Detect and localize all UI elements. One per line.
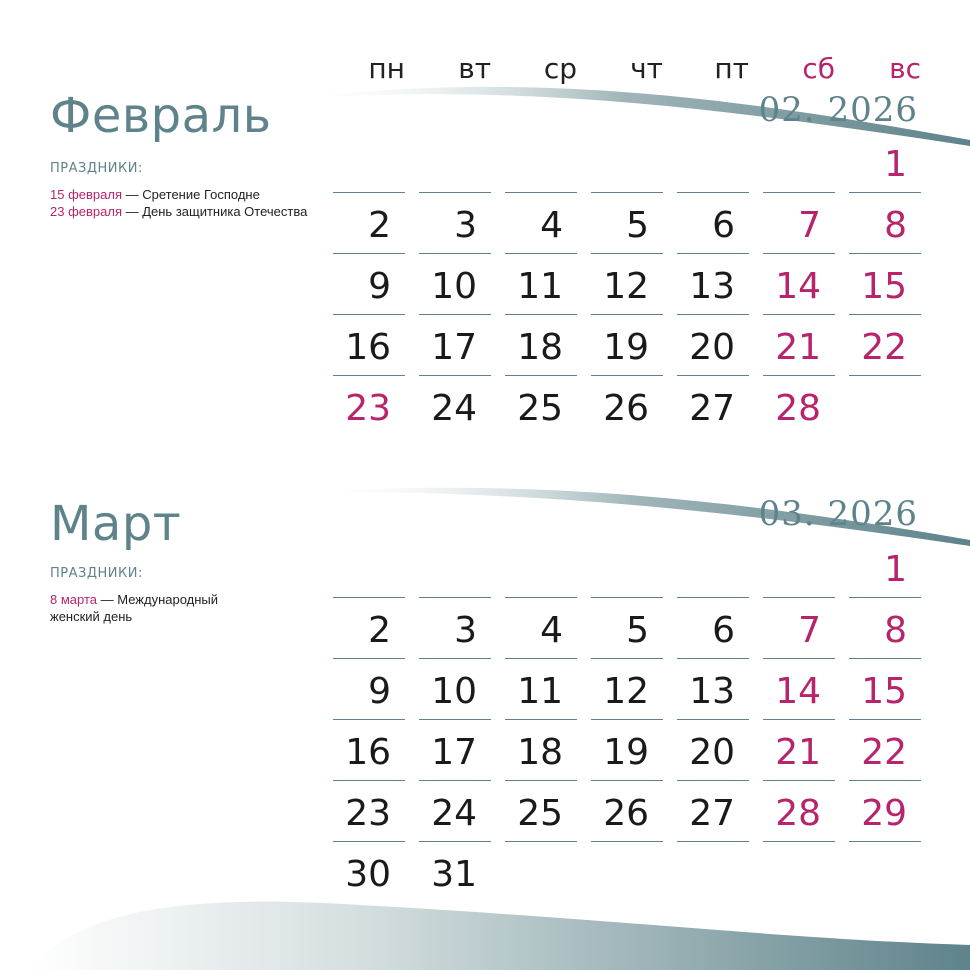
day-cell bbox=[677, 377, 749, 437]
day-number: 30 bbox=[345, 854, 391, 895]
day-cell bbox=[505, 599, 577, 659]
day-number: 31 bbox=[431, 854, 477, 895]
day-underline bbox=[333, 658, 405, 659]
day-cell bbox=[505, 660, 577, 720]
day-cell bbox=[677, 782, 749, 842]
day-number: 2 bbox=[368, 205, 391, 246]
day-cell bbox=[419, 782, 491, 842]
day-underline bbox=[763, 192, 835, 193]
day-underline bbox=[849, 719, 921, 720]
day-underline bbox=[677, 658, 749, 659]
day-cell bbox=[419, 721, 491, 781]
day-cell bbox=[419, 599, 491, 659]
day-number: 12 bbox=[603, 671, 649, 712]
day-number: 9 bbox=[368, 266, 391, 307]
day-underline bbox=[505, 253, 577, 254]
empty-day-cell bbox=[677, 538, 749, 598]
empty-day-cell bbox=[591, 843, 663, 903]
day-number: 29 bbox=[861, 793, 907, 834]
day-number: 21 bbox=[775, 327, 821, 368]
day-underline bbox=[505, 314, 577, 315]
day-underline bbox=[849, 375, 921, 376]
day-underline bbox=[505, 780, 577, 781]
day-underline bbox=[419, 841, 491, 842]
bottom-wave bbox=[30, 902, 970, 970]
day-underline bbox=[419, 658, 491, 659]
day-cell bbox=[591, 599, 663, 659]
day-underline bbox=[763, 253, 835, 254]
day-cell bbox=[849, 782, 921, 842]
day-cell bbox=[763, 377, 835, 437]
day-number: 25 bbox=[517, 388, 563, 429]
day-underline bbox=[849, 841, 921, 842]
day-number: 27 bbox=[689, 388, 735, 429]
day-underline bbox=[677, 253, 749, 254]
day-cell bbox=[419, 843, 491, 903]
day-cell bbox=[591, 316, 663, 376]
day-cell bbox=[333, 255, 405, 315]
day-underline bbox=[591, 841, 663, 842]
month-code-february: 02. 2026 bbox=[758, 90, 918, 130]
holidays-list-february bbox=[50, 186, 310, 220]
day-number: 16 bbox=[345, 327, 391, 368]
day-number: 11 bbox=[517, 266, 563, 307]
day-underline bbox=[333, 375, 405, 376]
day-cell bbox=[849, 255, 921, 315]
day-number: 19 bbox=[603, 327, 649, 368]
day-cell bbox=[763, 316, 835, 376]
day-underline bbox=[419, 314, 491, 315]
day-number: 21 bbox=[775, 732, 821, 773]
empty-day-cell bbox=[333, 538, 405, 598]
day-underline bbox=[677, 841, 749, 842]
day-cell bbox=[419, 660, 491, 720]
day-underline bbox=[419, 375, 491, 376]
day-cell bbox=[677, 194, 749, 254]
empty-day-cell bbox=[849, 377, 921, 437]
empty-day-cell bbox=[763, 843, 835, 903]
day-cell bbox=[849, 316, 921, 376]
day-number: 8 bbox=[884, 205, 907, 246]
day-underline bbox=[419, 597, 491, 598]
weekday-label: пн bbox=[368, 52, 405, 85]
day-cell bbox=[333, 843, 405, 903]
day-number: 11 bbox=[517, 671, 563, 712]
day-cell bbox=[849, 660, 921, 720]
day-number: 23 bbox=[345, 388, 391, 429]
day-number: 9 bbox=[368, 671, 391, 712]
day-cell bbox=[333, 316, 405, 376]
day-underline bbox=[591, 719, 663, 720]
day-number: 6 bbox=[712, 610, 735, 651]
month-code-march: 03. 2026 bbox=[758, 494, 918, 534]
day-cell bbox=[849, 133, 921, 193]
day-number: 5 bbox=[626, 205, 649, 246]
day-cell bbox=[763, 782, 835, 842]
day-cell bbox=[849, 194, 921, 254]
day-cell bbox=[763, 660, 835, 720]
day-underline bbox=[849, 253, 921, 254]
empty-day-cell bbox=[849, 843, 921, 903]
day-number: 20 bbox=[689, 732, 735, 773]
day-number: 14 bbox=[775, 671, 821, 712]
day-cell bbox=[591, 660, 663, 720]
day-number: 2 bbox=[368, 610, 391, 651]
day-underline bbox=[591, 192, 663, 193]
day-underline bbox=[677, 780, 749, 781]
day-number: 18 bbox=[517, 732, 563, 773]
day-underline bbox=[763, 841, 835, 842]
day-underline bbox=[333, 780, 405, 781]
day-cell bbox=[505, 377, 577, 437]
day-underline bbox=[505, 658, 577, 659]
day-underline bbox=[505, 719, 577, 720]
day-underline bbox=[505, 192, 577, 193]
month-title-march: Март bbox=[50, 496, 182, 552]
day-underline bbox=[677, 375, 749, 376]
holiday-item: 8 марта — Международный женский день bbox=[50, 592, 219, 624]
day-underline bbox=[849, 780, 921, 781]
day-number: 27 bbox=[689, 793, 735, 834]
day-number: 15 bbox=[861, 671, 907, 712]
day-underline bbox=[591, 314, 663, 315]
day-cell bbox=[591, 255, 663, 315]
empty-day-cell bbox=[505, 538, 577, 598]
day-underline bbox=[763, 658, 835, 659]
day-underline bbox=[849, 597, 921, 598]
day-number: 7 bbox=[798, 610, 821, 651]
empty-day-cell bbox=[591, 538, 663, 598]
day-number: 17 bbox=[431, 732, 477, 773]
day-underline bbox=[333, 314, 405, 315]
day-underline bbox=[763, 719, 835, 720]
weekday-label: пт bbox=[714, 52, 749, 85]
day-number: 18 bbox=[517, 327, 563, 368]
day-underline bbox=[505, 841, 577, 842]
day-number: 26 bbox=[603, 793, 649, 834]
day-cell bbox=[763, 721, 835, 781]
day-number: 7 bbox=[798, 205, 821, 246]
day-underline bbox=[763, 780, 835, 781]
day-underline bbox=[677, 192, 749, 193]
day-underline bbox=[677, 719, 749, 720]
day-underline bbox=[849, 314, 921, 315]
day-number: 6 bbox=[712, 205, 735, 246]
day-underline bbox=[419, 253, 491, 254]
day-cell bbox=[419, 377, 491, 437]
day-number: 8 bbox=[884, 610, 907, 651]
day-underline bbox=[333, 719, 405, 720]
day-underline bbox=[419, 780, 491, 781]
day-cell bbox=[677, 316, 749, 376]
day-cell bbox=[419, 316, 491, 376]
day-underline bbox=[849, 192, 921, 193]
day-cell bbox=[591, 721, 663, 781]
day-underline bbox=[505, 375, 577, 376]
day-number: 1 bbox=[884, 549, 907, 590]
day-number: 23 bbox=[345, 793, 391, 834]
holiday-item: 23 февраля — День защитника Отечества bbox=[50, 204, 308, 219]
day-underline bbox=[763, 597, 835, 598]
day-cell bbox=[505, 316, 577, 376]
empty-day-cell bbox=[505, 133, 577, 193]
day-number: 26 bbox=[603, 388, 649, 429]
day-underline bbox=[505, 597, 577, 598]
day-cell bbox=[505, 255, 577, 315]
day-number: 5 bbox=[626, 610, 649, 651]
day-underline bbox=[333, 253, 405, 254]
day-cell bbox=[591, 194, 663, 254]
day-underline bbox=[763, 314, 835, 315]
day-underline bbox=[591, 375, 663, 376]
day-number: 3 bbox=[454, 610, 477, 651]
day-cell bbox=[505, 194, 577, 254]
day-number: 1 bbox=[884, 144, 907, 185]
day-number: 13 bbox=[689, 266, 735, 307]
day-number: 24 bbox=[431, 388, 477, 429]
day-cell bbox=[333, 377, 405, 437]
day-number: 13 bbox=[689, 671, 735, 712]
day-cell bbox=[419, 194, 491, 254]
day-number: 22 bbox=[861, 327, 907, 368]
day-cell bbox=[677, 660, 749, 720]
day-cell bbox=[763, 599, 835, 659]
day-number: 16 bbox=[345, 732, 391, 773]
empty-day-cell bbox=[763, 133, 835, 193]
day-underline bbox=[591, 253, 663, 254]
day-number: 10 bbox=[431, 266, 477, 307]
day-underline bbox=[591, 597, 663, 598]
empty-day-cell bbox=[505, 843, 577, 903]
day-number: 3 bbox=[454, 205, 477, 246]
weekday-label: ср bbox=[543, 52, 577, 85]
day-number: 12 bbox=[603, 266, 649, 307]
empty-day-cell bbox=[591, 133, 663, 193]
holidays-heading-march: ПРАЗДНИКИ: bbox=[50, 566, 143, 581]
day-cell bbox=[333, 194, 405, 254]
day-underline bbox=[419, 719, 491, 720]
day-cell bbox=[333, 721, 405, 781]
day-number: 4 bbox=[540, 610, 563, 651]
day-cell bbox=[333, 782, 405, 842]
day-number: 14 bbox=[775, 266, 821, 307]
day-cell bbox=[763, 255, 835, 315]
day-number: 25 bbox=[517, 793, 563, 834]
day-number: 19 bbox=[603, 732, 649, 773]
day-number: 24 bbox=[431, 793, 477, 834]
day-number: 10 bbox=[431, 671, 477, 712]
day-underline bbox=[763, 375, 835, 376]
holidays-heading-february: ПРАЗДНИКИ: bbox=[50, 161, 143, 176]
empty-day-cell bbox=[677, 133, 749, 193]
day-cell bbox=[763, 194, 835, 254]
day-cell bbox=[505, 721, 577, 781]
day-number: 17 bbox=[431, 327, 477, 368]
empty-day-cell bbox=[763, 538, 835, 598]
day-underline bbox=[333, 841, 405, 842]
day-underline bbox=[333, 597, 405, 598]
empty-day-cell bbox=[419, 538, 491, 598]
weekday-label: вс bbox=[889, 52, 921, 85]
day-underline bbox=[591, 780, 663, 781]
day-cell bbox=[849, 538, 921, 598]
day-cell bbox=[677, 255, 749, 315]
day-underline bbox=[677, 314, 749, 315]
day-cell bbox=[333, 599, 405, 659]
day-underline bbox=[333, 192, 405, 193]
weekday-label: сб bbox=[802, 52, 835, 85]
weekday-label: вт bbox=[458, 52, 491, 85]
day-number: 22 bbox=[861, 732, 907, 773]
empty-day-cell bbox=[419, 133, 491, 193]
day-cell bbox=[591, 377, 663, 437]
holidays-list-march bbox=[50, 591, 250, 625]
day-number: 28 bbox=[775, 793, 821, 834]
empty-day-cell bbox=[333, 133, 405, 193]
day-number: 28 bbox=[775, 388, 821, 429]
day-cell bbox=[505, 782, 577, 842]
day-underline bbox=[849, 658, 921, 659]
day-cell bbox=[591, 782, 663, 842]
day-cell bbox=[677, 599, 749, 659]
day-number: 15 bbox=[861, 266, 907, 307]
day-cell bbox=[849, 721, 921, 781]
day-cell bbox=[849, 599, 921, 659]
day-underline bbox=[591, 658, 663, 659]
empty-day-cell bbox=[677, 843, 749, 903]
day-number: 20 bbox=[689, 327, 735, 368]
month-title-february: Февраль bbox=[50, 88, 272, 144]
day-cell bbox=[677, 721, 749, 781]
weekday-header bbox=[333, 52, 919, 92]
holiday-item: 15 февраля — Сретение Господне bbox=[50, 187, 260, 202]
day-cell bbox=[333, 660, 405, 720]
day-underline bbox=[419, 192, 491, 193]
day-number: 4 bbox=[540, 205, 563, 246]
weekday-label: чт bbox=[630, 52, 663, 85]
day-cell bbox=[419, 255, 491, 315]
day-underline bbox=[677, 597, 749, 598]
